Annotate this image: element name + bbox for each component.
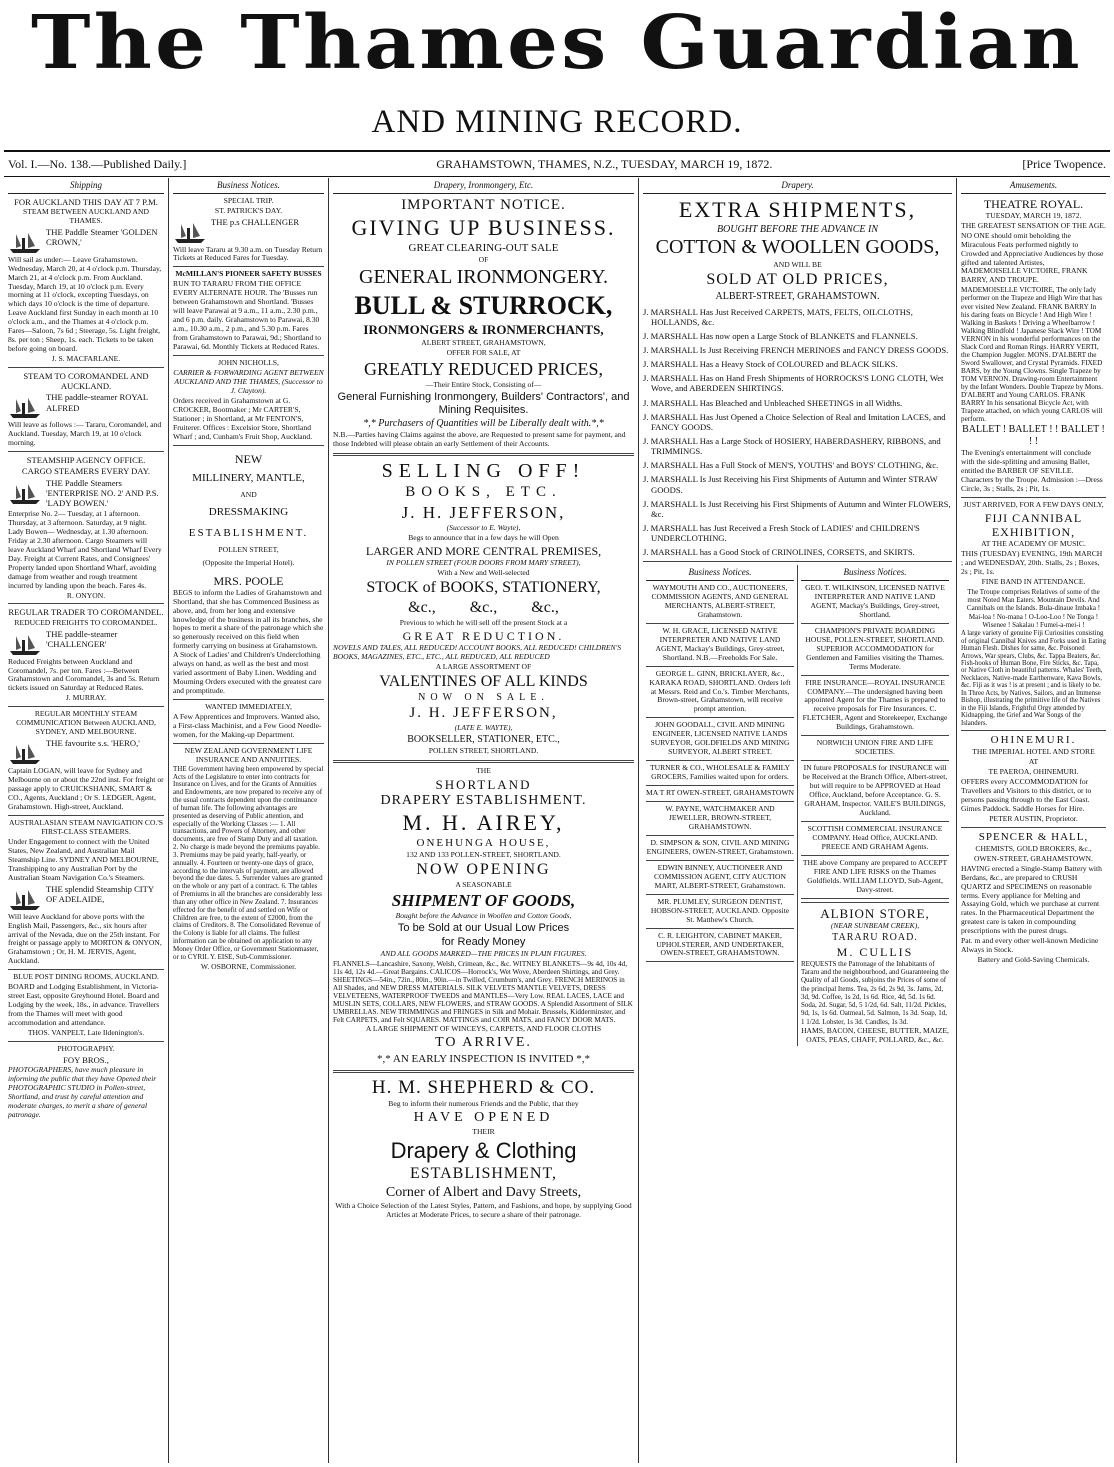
ad-line: EXTRA SHIPMENTS, xyxy=(678,196,917,222)
notice-item: J. MARSHALL Is Just Receiving FRENCH MERINOES and FANCY DRESS GOODS. xyxy=(643,345,949,355)
ad-body: THE Government having been empowered by special Acts of the Legislature to enter into contracts for Insurance on Lives, and for the Grants of Annuities and Endowments, are now prepared to receive any of the usual contracts dependent upon the continuance of human life. The following advantages are presented as deserving of Public attention, and especially of the Working Classes :— 1. All transactions, and Powers of Attorney, and other documents, are free of Stamp Duty and all taxation. 2. No charge is made beyond the premiums payable. 3. Premiums may be paid yearly, half-yearly, or annually. 4. Fourteen or twenty-one days of grace, according to the intervals of payment, are allowed beyond the due dates. 5. Surrender values are granted on the whole or any part of a contract. 6. The tables of Premiums in all the branches are considerably less than any other office in New Zealand. 7. Insurances effected for the benefit of and settled on Wife or Children are free, to the extent of £2000, from the claims of Creditors. 8. The Consolidated Revenue of the Colony is liable for all claims. The fullest information can be obtained on application to any Money Order Office, or Government Stationmaster, or to CYRIL Y. EISE, Sub-Commissioner. xyxy=(173,764,324,961)
volume-number: Vol. I.—No. 138.—Published Daily.] xyxy=(8,156,187,171)
column-head: Business Notices. xyxy=(173,178,324,194)
ad-line: A SEASONABLE xyxy=(455,880,512,890)
millinery-line: (Opposite the Imperial Hotel). xyxy=(202,557,295,567)
masthead-subtitle: AND MINING RECORD. xyxy=(371,104,743,140)
ad-line: for Ready Money xyxy=(441,936,526,949)
ad-line: NOVELS AND TALES, ALL REDUCED! ACCOUNT BOOKS, ALL REDUCED! CHILDREN'S BOOKS, MAGAZINES, ETC., ETC., ALL REDUCED, ALL REDUCED xyxy=(333,642,622,661)
ad-subtitle: CARGO STEAMERS EVERY DAY. xyxy=(21,466,151,477)
millinery-line: MILLINERY, MANTLE, xyxy=(192,471,305,484)
ad-line: BOOKSELLER, STATIONER, ETC., xyxy=(407,733,560,745)
ad-body: PHOTOGRAPHERS, have much pleasure in informing the public that they have Opened their PHOTOGRAPHIC STUDIO in Pollen-street, Shortland, and trust by careful attention and moderate charges, to merit a share of general patronage. xyxy=(8,1065,157,1119)
ad-line: OFFER FOR SALE, AT xyxy=(446,347,521,357)
ad-line: NOW ON SALE. xyxy=(418,692,549,704)
ad-line: *,* Purchasers of Quantities will be Liberally dealt with.*,* xyxy=(363,417,604,429)
millinery-line: AND xyxy=(240,489,257,499)
notice-item: J. MARSHALL Has Bleached and Unbleached SHEETINGS in all Widths. xyxy=(643,397,903,408)
ship-name: THE Paddle Steamer 'GOLDEN CROWN,' xyxy=(46,226,158,247)
ad-signature: J. S. MACFARLANE. xyxy=(51,354,121,364)
notice-item: J. MARSHALL Has a Large Stock of HOSIERY, HABERDASHERY, RIBBONS, and TRIMMINGS. xyxy=(643,435,941,457)
ad-body: Enterprise No. 2— Tuesday, at 1 afternoon. Thursday, at 3 afternoon. Saturday, at 9 night. Lady Bowen— Wednesday, at 1.30 afternoon. Friday at 2.30 afternoon. Cargo Steamers will leave Auckland Wharf and Shortland Wharf Every Day. Freight at Current Rates, and Consignees' Property landed upon Shortland Wharf, avoiding damage from weather and rough treatment incurred by landing upon the beach. Fares 4s. xyxy=(8,508,162,590)
ad-line: —Their Entire Stock, Consisting of— xyxy=(425,379,542,389)
ad-line: GREAT CLEARING-OUT SALE xyxy=(408,242,559,255)
ad-line: A large variety of genuine Fiji Curiosities consisting of original Cannibal Knives and Forks used in Eating Human Flesh. Dishes for same, &c. Poisoned Arrows, War spears, Clubs, &c. Tappa Beaters, &c. Fish-hooks of Human Bone, Fire Sticks, &c. Tapa, or Native Cloth in beautiful patterns. Whales' Teeth, Necklaces, Native-made Earthenware, Kava Bowls, &c. Fiji as it was ! is at present ; and is likely to be. In Three Acts, by Natives, Sailors, and an Immense Bishop, illustrating the primitive life of the Natives in the Fiji Islands, Frightful Orgy attended by Kidnapping, the Grief and War Songs of the Islanders. xyxy=(961,630,1106,727)
notice-item: J. MARSHALL Is Just Receiving his First Shipments of Autumn and Winter FLOWERS, &c. xyxy=(643,498,951,519)
ad-line: A LARGE ASSORTMENT OF xyxy=(435,661,532,671)
ship-name: THE Paddle Steamers 'ENTERPRISE NO. 2' AND P.S. 'LADY BOWEN.' xyxy=(46,477,159,508)
notice-item: WAYMOUTH AND CO., AUCTIONEERS, COMMISSION AGENTS, AND GENERAL MERCHANTS, ALBERT-STREET, Grahamstown. xyxy=(651,583,789,619)
ad-line: *,* AN EARLY INSPECTION IS INVITED *,* xyxy=(377,1052,590,1065)
ad-title: REGULAR MONTHLY STEAM COMMUNICATION Between AUCKLAND, SYDNEY, AND MELBOURNE. xyxy=(16,709,156,737)
ad-signature: W. OSBORNE, Commissioner. xyxy=(200,961,297,971)
steamship-icon xyxy=(173,219,207,245)
ad-line: FIJI CANNIBAL EXHIBITION, xyxy=(984,510,1083,539)
ad-line: SELLING OFF! xyxy=(381,459,586,482)
ad-line: (Successor to E. Wayte), xyxy=(446,522,521,532)
steamship-icon xyxy=(8,394,42,420)
ad-line: A LARGE SHIPMENT OF WINCEYS, CARPETS, AND FLOOR CLOTHS xyxy=(365,1024,602,1034)
ad-line: SPENCER & HALL, xyxy=(978,830,1089,843)
ad-line: &c., &c., &c., xyxy=(408,598,559,616)
ad-title: NEW ZEALAND GOVERNMENT LIFE INSURANCE AND ANNUITIES. xyxy=(184,745,313,764)
millinery-line: DRESSMAKING xyxy=(208,505,289,518)
ad-signature: J. MURRAY. xyxy=(65,693,107,703)
ad-body: Will leave Tararu at 9.30 a.m. on Tuesday Return Tickets at Reduced Fares for Tuesday. xyxy=(173,244,323,263)
ad-line: AT xyxy=(1028,757,1039,767)
ad-line: TE PAEROA, OHINEMURI. xyxy=(988,767,1079,777)
ad-line: General Furnishing Ironmongery, Builders' Contractors', and Mining Requisites. xyxy=(337,390,630,416)
ad-body: BEGS to inform the Ladies of Grahamstown and Shortland, that she has Commenced Business as above, and, from her long and extensive knowledge of the business in all its branches, she hopes to merit a share of the patronage which she so generously received on this field when formerly carrying on business at Grahamstown. A Stock of Ladies' and Children's Underclothing always on hand, as well as the best and most varied assortment of Baby Linen. Wedding and Mourning Orders executed with the greatest care and promptitude. xyxy=(173,587,324,696)
notice-item: TURNER & CO., WHOLESALE & FAMILY GROCERS, Families waited upon for orders. xyxy=(649,763,791,782)
notice-item: FIRE INSURANCE—ROYAL INSURANCE COMPANY.—The undersigned having been appointed Agent for the Thames is prepared to receive proposals for Fire Insurances. C. FLETCHER, Agent and Storekeeper, Exchange Buildings, Grahamstown. xyxy=(802,677,948,732)
column-head: Drapery. xyxy=(643,178,952,194)
ad-line: TO ARRIVE. xyxy=(435,1035,532,1051)
notice-item: EDWIN BINNEY, AUCTIONEER AND COMMISSION AGENT, CITY AUCTION MART, ALBERT-STREET, Grahamstown. xyxy=(653,862,787,890)
masthead-title: The Thames Guardian xyxy=(31,0,1083,86)
ship-name: THE p.s CHALLENGER xyxy=(211,216,300,227)
ad-subtitle: REDUCED FREIGHTS TO COROMANDEL. xyxy=(14,617,158,627)
notice-item: GEORGE L. GINN, BRICKLAYER, &c., KARAKA ROAD, SHORTLAND. Orders left at Messrs. Reid and Co.'s. Timber Merchants, Brown-street, Grahamstown, will receive prompt attention. xyxy=(649,668,791,714)
millinery-line: NEW xyxy=(234,451,263,466)
ad-title: BLUE POST DINING ROOMS, AUCKLAND. xyxy=(13,972,159,982)
ad-line: ESTABLISHMENT, xyxy=(409,1164,558,1182)
ad-line: IN POLLEN STREET (FOUR DOORS FROM MARY STREET), xyxy=(386,557,581,567)
notice-item: NORWICH UNION FIRE AND LIFE SOCIETIES. xyxy=(816,738,934,757)
albion-line: M. CULLIS xyxy=(836,944,914,959)
ad-line: Begs to announce that in a few days he will Open xyxy=(408,532,559,542)
ad-body: Under Engagement to connect with the United States, New Zealand, and Australian Mail Steamship Line. SYDNEY AND MELBOURNE, Transhipping to any Australian Port by the Australian Steam Navigation Co.'s Steamers. xyxy=(8,836,159,882)
ad-body: Will sail as under:— Leave Grahamstown. Wednesday, March 20, at 4 o'clock p.m. Thursday, March 21, at 4 o'clock p.m. From Auckland. Tuesday, March 19, at 10 o'clock p.m. Every morning at 11 o'clock, excepting Tuesdays, on which days 10 o'clock is the time of departure. Leave Auckland first Sunday in each month at 10 o'clock a.m., and the Thames at 4 o'clock p.m. Fares—Saloon, 7s 6d ; Steerage, 5s. Light freight, 8s. per ton ; Sheep, 1s. each. Tickets to be taken before going on board. xyxy=(8,254,162,354)
ad-line: OFFERS every ACCOMMODATION for Travellers and Visitors to this district, or to persons passing through to the East Coast. Gimes Paddock. Saddle Horses for Hire. xyxy=(961,777,1092,813)
notice-item: J. MARSHALL Has Just Opened a Choice Selection of Real and Imitation LACES, and FANCY GOODS. xyxy=(643,411,946,432)
steamship-icon xyxy=(8,886,42,912)
ad-title: STEAMSHIP AGENCY OFFICE. xyxy=(26,455,146,466)
ad-line: J. H. JEFFERSON, xyxy=(401,502,566,522)
notice-item: J. MARSHALL Has a Heavy Stock of COLOURED and BLACK SILKS. xyxy=(643,359,898,370)
ad-line: Drapery & Clothing xyxy=(390,1137,577,1163)
marshall-list xyxy=(643,307,952,558)
ad-line: The Troupe comprises Relatives of some of the most Noted Man Eaters. Mountain Devils. And Cannibals on the Islands. Bula-dinaue Imbaka ! Mai-loa ! No-mana ! O-Loo-Loo ! Ne Tonga ! Wisenee ! Sakalau ! Fumei-a-mei-i ! xyxy=(966,587,1101,629)
millinery-line: ESTABLISHMENT. xyxy=(188,526,309,539)
ad-line: BULL & STURROCK, xyxy=(354,290,613,320)
ad-line: Corner of Albert and Davy Streets, xyxy=(385,1184,582,1200)
ad-line: VALENTINES OF ALL KINDS xyxy=(379,672,588,690)
ad-line: OF xyxy=(478,255,489,265)
column-business-notices xyxy=(169,178,329,1463)
ad-line: CHEMISTS, GOLD BROKERS, &c., xyxy=(975,843,1092,853)
ad-line: GREAT REDUCTION. xyxy=(402,628,565,643)
notice-item: J. MARSHALL Has Just Received CARPETS, MATS, FELTS, OILCLOTHS, HOLLANDS, &c. xyxy=(643,306,913,327)
ad-title: McMILLAN'S PIONEER SAFETY BUSSES xyxy=(175,269,322,279)
ad-body: BOARD and Lodging Establishment, in Victoria-street East, opposite Greyhound Hotel. Board and Lodging by the week, 18s., in advance. Travellers from the Thames will meet with good accommodation and attendance. xyxy=(8,982,160,1028)
notice-item: JOHN GOODALL, CIVIL AND MINING ENGINEER, LICENSED NATIVE LANDS SURVEYOR, GOLDFIELDS AND MINING SURVEYOR, ALBERT STREET. xyxy=(650,720,790,757)
ad-line: OHINEMURI. xyxy=(990,734,1077,747)
ad-title: SPECIAL TRIP. xyxy=(223,195,274,205)
ad-line: BALLET ! BALLET ! ! BALLET ! ! ! xyxy=(962,424,1105,448)
business-notices-left xyxy=(643,565,798,1045)
ad-line: To be Sold at our Usual Low Prices xyxy=(397,922,570,935)
ad-line: ONEHUNGA HOUSE, xyxy=(416,837,551,850)
ad-title: REGULAR TRADER TO COROMANDEL. xyxy=(8,607,164,618)
ad-line: BOUGHT BEFORE THE ADVANCE IN xyxy=(716,223,879,235)
ad-line: LARGER AND MORE CENTRAL PREMISES, xyxy=(365,543,602,558)
ad-subtitle: STEAM BETWEEN AUCKLAND AND THAMES. xyxy=(23,206,149,225)
notice-item: J. MARSHALL Has now open a Large Stock of BLANKETS and FLANNELS. xyxy=(643,330,918,341)
notice-item: C. R. LEIGHTON, CABINET MAKER, UPHOLSTERER, AND UNDERTAKER, OWEN-STREET, GRAHAMSTOWN. xyxy=(656,930,784,958)
ad-line: COTTON & WOOLLEN GOODS, xyxy=(655,236,940,259)
column-drapery-ironmongery xyxy=(329,178,639,1463)
ad-title: FOY BROS., xyxy=(63,1054,109,1065)
ad-line: Previous to which he will sell off the present Stock at a xyxy=(399,617,568,627)
column-drapery xyxy=(639,178,957,1463)
notice-item: SCOTTISH COMMERCIAL INSURANCE COMPANY. Head Office, AUCKLAND. PREECE AND GRAHAM Agents. xyxy=(807,823,943,851)
notice-item: J. MARSHALL Is Just Receiving his First Shipments of Autumn and Winter STRAW GOODS. xyxy=(643,474,938,495)
ad-line: THEATRE ROYAL. xyxy=(983,196,1084,211)
proprietor-name: MRS. POOLE xyxy=(213,573,284,588)
notice-item: THE above Company are prepared to ACCEPT FIRE AND LIFE RISKS on the Thames Goldfields. WILLIAM LLOYD, Sub-Agent, Davy-street. xyxy=(802,857,948,894)
ad-line: THE xyxy=(476,765,491,775)
ad-body: Captain LOGAN, will leave for Sydney and Melbourne on or about the 22nd inst. For freight or passage apply to CRUICKSHANK, SMART & CO., Agents, Auckland ; Or S. LEDGER, Agent, Grahamstown. High-street, Auckland. xyxy=(8,766,164,811)
notice-list-right xyxy=(801,584,949,899)
business-notices-right xyxy=(798,565,952,1045)
ad-body: Reduced Freights between Auckland and Coromandel, 7s. per ton. Fares :—Between Grahamstown and Coromandel, 3s and 5s. Return tickets issued on Saturday at Reduced Rates. xyxy=(8,656,160,693)
ad-line: THEIR xyxy=(472,1126,495,1136)
ad-line: ALBERT STREET, GRAHAMSTOWN, xyxy=(421,337,546,347)
ad-line: 132 AND 133 POLLEN-STREET, SHORTLAND. xyxy=(406,850,561,860)
ad-line: THE IMPERIAL HOTEL AND STORE xyxy=(972,747,1095,757)
ad-body: A Few Apprentices and Improvers. Wanted also, a First-class Machinist, and a Few Good Needle-women, for the Making-up Department. xyxy=(173,712,322,739)
ad-line: JUST ARRIVED, FOR A FEW DAYS ONLY, xyxy=(963,499,1104,509)
ad-line: MADEMOISELLE VICTOIRE, The only lady performer on the Trapeze and High Wire that has ever visited New Zealand. FRANK BARRY In his daring feats on Bicycle ! And High Wire ! Walking in Baskets ! Driving a Wheelbarrow ! Walking Blindfold ! Japanese Slack Wire ! TOM VERNON in his wonderful performances on the Slack Cord and Roman Rings. HARRY VERTI, the Champion Juggler. MONS. D'ALBERT the Sword Swallower, and Crystal Pyramids. FIXED BARS, by the Young Clowns. Single Trapeze by TOM VERNON. Drawing-room Entertainment by the Infant Wonders. Double Trapeze by Mons. D'ALBERT and Young CARLOS. FRANK BARRY In his sensational Bicycle Act, with Trapeze attached, on which young CARLOS will perform. xyxy=(961,286,1104,424)
ad-line: M. H. AIREY, xyxy=(402,810,565,836)
ad-line: BOOKS, ETC. xyxy=(405,484,562,501)
ad-line: FLANNELS—Lancashire, Saxony, Welsh, Crimean, &c., &c. WITNEY BLANKETS—9s 4d, 10s 4d, 11s 4d, 12s 4d.—Great Bargains. CALICOS—Horrock's, Wet Wove, Aberdeen Shirtings, and Grey. SHEETINGS—54in., 72in., 80in., 90in.—in Twilled, Crumbum's, and Grey. FRENCH MERINOS in All Shades, and NEW DRESS MATERIALS. SILK VELVETS MANTLE VELVETS, DRESS VELVETEENS, WATERPROOF TWEEDS and MANTLES—Very Low. REAL LACES, LACE and MUSLIN SETS, COLLARS, NEW FLOWERS, and STRAW GOODS. A Splendid Assortment of SILK UMBRELLAS. NEW TRIMMINGS and FRINGES in Silk and Mohair. Brussels, Kidderminster, and Felt CARPETS, and Felt SQUARES. MATTINGS and COIR MATS, and FANCY DOOR MATS. xyxy=(333,959,633,1025)
notice-item: W. PAYNE, WATCHMAKER AND JEWELLER, BROWN-STREET, GRAHAMSTOWN. xyxy=(665,804,775,831)
ad-line: SHORTLAND xyxy=(435,776,532,792)
ad-line: GIVING UP BUSINESS. xyxy=(351,215,616,241)
steamship-icon xyxy=(8,631,42,657)
ad-line: H. M. SHEPHERD & CO. xyxy=(371,1076,596,1098)
price: [Price Twopence. xyxy=(1022,156,1106,171)
ad-title: AUSTRALASIAN STEAM NAVIGATION CO.'S FIRST-CLASS STEAMERS. xyxy=(9,817,163,836)
ad-line: STOCK of BOOKS, STATIONERY, xyxy=(366,578,601,596)
albion-line: HAMS, BACON, CHEESE, BUTTER, MAIZE, OATS, PEAS, CHAFF, POLLARD, &c., &c. xyxy=(801,1025,949,1044)
ad-line: With a Choice Selection of the Latest Styles, Pattern, and Fashions, and hope, by supplying Good Articles at Moderate Prices, to secure a share of their patronage. xyxy=(335,1201,632,1220)
ad-line: IRONMONGERS & IRONMERCHANTS, xyxy=(363,322,604,338)
ad-line: The Evening's entertainment will conclude with the side-splitting and amusing Ballet, entitled the BARBER OF SEVILLE. Characters by the Troupe. Admission :—Dress Circle, 3s ; Stalls, 2s ; Pit, 1s. xyxy=(961,448,1103,493)
ad-line: NO ONE should omit beholding the Miraculous Feats performed nightly to Crowded and Appreciative Audiences by those gifted and talented Artistes, MADEMOISELLE VICTOIRE, FRANK BARRY, AND TROUPE. xyxy=(961,230,1104,285)
ad-line: POLLEN STREET, SHORTLAND. xyxy=(428,745,539,755)
notice-item: GEO. T. WILKINSON, LICENSED NATIVE INTERPRETER AND NATIVE LAND AGENT, Mackay's Buildings, Grey-street, Shortland. xyxy=(805,583,945,619)
ad-signature: THOS. VANPELT, Late Ildenington's. xyxy=(27,1028,145,1038)
ad-line: Pat. m and every other well-known Medicine Always in Stock. xyxy=(961,936,1099,955)
ad-line: With a New and Well-selected xyxy=(437,567,530,577)
ad-line: Bought before the Advance in Woollen and Cotton Goods, xyxy=(395,911,572,921)
ad-body: Will leave as follows :— Tararu, Coromandel, and Auckland. Tuesday, March 19, at 10 o'clock morning. xyxy=(8,420,162,448)
ad-signature: R. ONYON. xyxy=(66,590,106,600)
columns xyxy=(4,178,1110,1463)
steamship-icon xyxy=(8,480,42,506)
column-head: Business Notices. xyxy=(646,565,794,581)
ad-body: Will leave Auckland for above ports with the English Mail, Passengers, &c., six hours after arrival of the Nevada, due on the 25th instant. For freight or passage apply to MORTON & ONYON, Grahamstown ; Or, H. M. JERVIS, Agent, Auckland. xyxy=(8,911,162,966)
notice-item: D. SIMPSON & SON, CIVIL AND MINING ENGINEERS, OWEN-STREET, Grahamstown. xyxy=(646,837,794,856)
ad-line: GENERAL IRONMONGERY. xyxy=(359,266,608,289)
ad-title: STEAM TO COROMANDEL AND AUCKLAND. xyxy=(23,371,149,392)
ad-line: Beg to inform their numerous Friends and the Public, that they xyxy=(388,1099,579,1109)
notice-item: CHAMPION'S PRIVATE BOARDING HOUSE, POLLEN-STREET, SHORTLAND. SUPERIOR ACCOMMODATION for Gentlemen and Families visiting the Thames. Terms Moderate. xyxy=(805,625,945,671)
ad-line: Battery and Gold-Saving Chemicals. xyxy=(977,955,1090,965)
albion-title: ALBION STORE, xyxy=(820,905,930,921)
ad-line: OWEN-STREET, GRAHAMSTOWN. xyxy=(974,853,1093,863)
notice-item: IN future PROPOSALS for INSURANCE will be Received at the Branch Office, Albert-street, but will require to be APPROVED at Head Office, Auckland, before Acceptance. G. S. GRAHAM, Inspector. VAILE'S BUILDINGS, Auckland. xyxy=(802,763,948,817)
column-shipping xyxy=(4,178,169,1463)
notice-item: J. MARSHALL has Just Received a Fresh Stock of LADIES' and CHILDREN'S UNDERCLOTHING. xyxy=(643,522,920,544)
notice-list-left xyxy=(646,584,794,962)
ad-line: DRAPERY ESTABLISHMENT. xyxy=(380,792,587,808)
albion-line: TARARU ROAD. xyxy=(832,931,918,943)
albion-body: REQUESTS the Patronage of the Inhabitants of Tararu and the neighbourhood, and Guaranteeing the Quality of all Goods, subjoins the Prices of some of the principal Items. Tea, 2s 6d, 2s 9d, 3s. Jams, 2d, 3d, 9d. Coffee, 1s 2d, 1s 6d. Rice, 4d, 5d. 1s 6d. Soda, 2d. Sugar, 5d, 5 1/2d, 6d. Salt, 11/2d. Pickles, 9d, 1s, 1s 6d. Oatmeal, 5d. Salmon, 1s 3d. Soap, 1d, 1 1/2d. Lobster, 1s 3d. Candles, 1s 3d. xyxy=(801,959,949,1026)
dateline xyxy=(4,150,1110,177)
ad-line: THE GREATEST SENSATION OF THE AGE. xyxy=(961,220,1106,230)
section-head: PHOTOGRAPHY. xyxy=(57,1044,115,1054)
ad-line: PETER AUSTIN, Proprietor. xyxy=(989,813,1078,823)
ad-line: NOW OPENING xyxy=(416,861,551,879)
ad-line: GREATLY REDUCED PRICES, xyxy=(363,358,604,379)
ad-line: AT THE ACADEMY OF MUSIC. xyxy=(981,539,1086,549)
millinery-line: POLLEN STREET, xyxy=(218,544,279,554)
ad-title: JOHN NICHOLLS, xyxy=(218,358,279,367)
ad-body: Orders received in Grahamstown at G. CROCKER, Bootmaker ; Mr CARTER'S, Stationer ; in Shortland, at Mr FENTON'S, Fruiterer. Offices : Excelsior Store, Shortland Wharf ; and, Cunham's Fruit Shop, Auckland. xyxy=(173,395,313,441)
steamship-icon xyxy=(8,229,42,255)
ad-line: J. H. JEFFERSON, xyxy=(409,705,558,722)
masthead xyxy=(0,0,1114,100)
notice-item: MR. PLUMLEY, SURGEON DENTIST, HOBSON-STREET, AUCKLAND. Opposite St. Matthew's Church. xyxy=(650,896,790,924)
notice-item: J. MARSHALL Has on Hand Fresh Shipments of HORROCKS'S LONG CLOTH, Wet Wove, and ABERDEEN SHIRTINGS. xyxy=(643,373,944,394)
ad-subtitle: CARRIER & FORWARDING AGENT BETWEEN AUCKLAND AND THE THAMES, (Successor to J. Clayton). xyxy=(173,367,324,395)
notice-item: J. MARSHALL has a Good Stock of CRINOLINES, CORSETS, and SKIRTS. xyxy=(643,547,915,558)
ad-title: WANTED IMMEDIATELY, xyxy=(205,702,292,712)
albion-line: (NEAR SUNBEAM CREEK), xyxy=(830,920,920,930)
ad-line: TUESDAY, MARCH 19, 1872. xyxy=(985,210,1082,220)
column-amusements xyxy=(957,178,1110,1463)
notice-item: J. MARSHALL Has a Full Stock of MEN'S, YOUTHS' and BOYS' CLOTHING, &c. xyxy=(643,460,939,471)
ad-line: N.B.—Parties having Claims against the above, are Requested to present same for payment, and those Indebted will please obtain an early Settlement of their Accounts. xyxy=(333,429,626,448)
ad-line: SHIPMENT OF GOODS, xyxy=(391,891,576,911)
ship-name: THE paddle-steamer ROYAL ALFRED xyxy=(46,392,148,413)
ad-line: HAVING erected a Single-Stamp Battery with Berdans, &c., are prepared to CRUSH QUARTZ and SPECIMENS on reasonable terms. Every appliance for Melting and Assaying Gold, which we purchase at current rates. In the Pharmaceutical Department the greatest care is taken in compounding prescriptions with the purest drugs. xyxy=(961,863,1102,936)
column-head: Drapery, Ironmongery, Etc. xyxy=(333,178,634,194)
ship-name: THE favourite s.s. 'HERO,' xyxy=(46,738,140,749)
ad-line: HAVE OPENED xyxy=(413,1110,554,1126)
business-notices-split xyxy=(643,565,952,1045)
notice-item: MA T RT OWEN-STREET, GRAHAMSTOWN xyxy=(646,788,794,798)
ad-title: FOR AUCKLAND THIS DAY AT 7 P.M. xyxy=(14,196,158,207)
ad-line: THIS (TUESDAY) EVENING, 19th MARCH ; and WEDNESDAY, 20th. Stalls, 2s ; Boxes, 2s ; Pit, 1s. xyxy=(961,549,1103,576)
ad-body: RUN TO TARARU FROM THE OFFICE EVERY ALTERNATE HOUR. The 'Busses run between Grahamstown and Shortland. 'Busses will leave Parawai at 9 a.m., 11 a.m., 2.30 p.m., and 6 p.m. daily. Grahamstown to Parawai, 8.30 a.m., 10.30 a.m., 2 p.m., and 5.30 p.m. Fares from Grahamstown to Parawai, 9d.; Shortland to Parawai, 6d. Monthly Tickets at Reduced Rates. xyxy=(173,279,322,352)
place-date: GRAHAMSTOWN, THAMES, N.Z., TUESDAY, MARCH 19, 1872. xyxy=(436,156,773,171)
ad-line: AND ALL GOODS MARKED—THE PRICES IN PLAIN FIGURES. xyxy=(380,949,587,959)
steamship-icon xyxy=(8,740,42,766)
column-head: Business Notices. xyxy=(801,565,949,581)
ship-name: THE splendid Steamship CITY OF ADELAIDE, xyxy=(46,883,154,904)
ad-line: ALBERT-STREET, GRAHAMSTOWN. xyxy=(715,290,880,302)
ad-line: AND WILL BE xyxy=(773,259,822,269)
ad-line: IMPORTANT NOTICE. xyxy=(401,196,566,213)
notice-item: W. H. GRACE, LICENSED NATIVE INTERPRETER AND NATIVE LAND AGENT, Mackay's Buildings, Grey-street, Shortland. N.B.—Freeholds For Sale. xyxy=(655,625,785,662)
ad-line: FINE BAND IN ATTENDANCE. xyxy=(981,576,1086,586)
ship-name: THE paddle-steamer 'CHALLENGER' xyxy=(46,628,118,649)
ad-line: SOLD AT OLD PRICES, xyxy=(706,270,889,288)
ad-line: (LATE E. WAYTE), xyxy=(454,722,513,732)
column-head: Amusements. xyxy=(961,178,1106,194)
column-head: Shipping xyxy=(8,178,164,194)
ad-subtitle: ST. PATRICK'S DAY. xyxy=(214,205,283,215)
